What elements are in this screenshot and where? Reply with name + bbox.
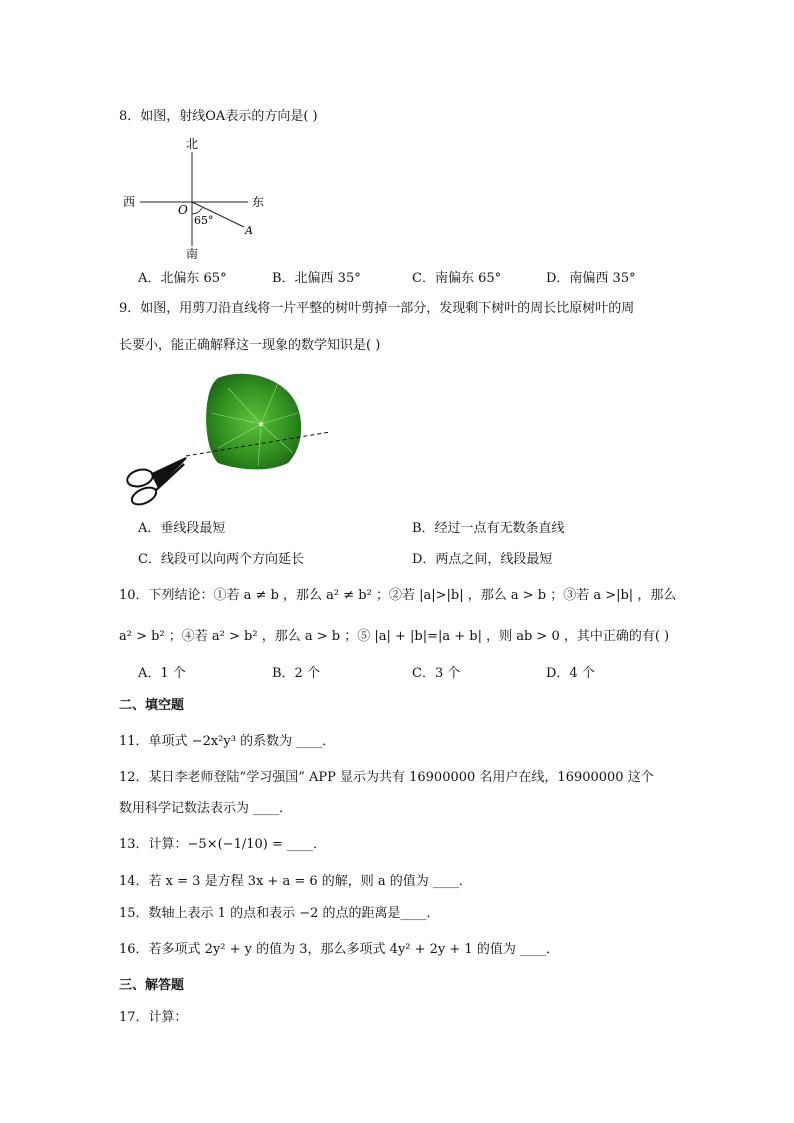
south-label: 南 [186, 247, 199, 261]
q10-option-d: D．4 个 [546, 666, 595, 681]
q9-option-b: B．经过一点有无数条直线 [412, 521, 565, 536]
q10-stem-line2: a² > b² ；④若 a² > b² ，那么 a > b ；⑤ |a| + |b|=|a + b| ，则 ab > 0 ，其中正确的有( ) [119, 629, 670, 644]
q8-option-a: A．北偏东 65° [138, 271, 227, 286]
section-answer: 三、解答题 [119, 978, 185, 993]
scissors-icon [125, 458, 186, 508]
leaf-scissors-figure [118, 368, 338, 510]
q16-stem: 16．若多项式 2y² + y 的值为 3，那么多项式 4y² + 2y + 1 的值为 ____． [119, 942, 559, 957]
q8-option-d: D．南偏西 35° [546, 271, 636, 286]
q10-option-b: B．2 个 [272, 666, 320, 681]
q12-stem-line1: 12．某日李老师登陆“学习强国” APP 显示为共有 16900000 名用户在线，16900000 这个 [119, 770, 654, 785]
q8-option-c: C．南偏东 65° [412, 271, 502, 286]
angle-label: 65° [194, 214, 214, 227]
q9-option-d: D．两点之间，线段最短 [412, 552, 553, 567]
q8-option-b: B．北偏西 35° [272, 271, 361, 286]
west-label: 西 [123, 195, 136, 209]
q8-stem: 8．如图，射线OA表示的方向是( ) [119, 109, 318, 124]
q11-stem: 11．单项式 −2x²y³ 的系数为 ____． [119, 734, 336, 749]
section-fill-in: 二、填空题 [119, 698, 185, 713]
north-label: 北 [186, 137, 199, 151]
q9-stem-line2: 长要小，能正确解释这一现象的数学知识是( ) [119, 338, 381, 353]
q12-stem-line2: 数用科学记数法表示为 ____． [119, 801, 293, 816]
q10-option-c: C．3 个 [412, 666, 461, 681]
q9-option-c: C．线段可以向两个方向延长 [138, 552, 304, 567]
compass-figure [118, 134, 278, 262]
q13-stem: 13．计算：−5×(−1/10) = ____． [119, 837, 326, 852]
q10-option-a: A．1 个 [138, 666, 186, 681]
q10-stem-line1: 10．下列结论：①若 a ≠ b ，那么 a² ≠ b² ；②若 |a|>|b| ，那么 a > b ；③若 a >|b| ，那么 [119, 588, 677, 603]
q9-stem-line1: 9．如图，用剪刀沿直线将一片平整的树叶剪掉一部分，发现剩下树叶的周长比原树叶的周 [119, 301, 635, 316]
east-label: 东 [252, 195, 265, 209]
origin-label: O [178, 203, 188, 217]
q15-stem: 15．数轴上表示 1 的点和表示 −2 的点的距离是____． [119, 906, 440, 921]
q17-stem: 17．计算： [119, 1010, 188, 1025]
leaf-icon [206, 374, 301, 470]
q9-option-a: A．垂线段最短 [138, 521, 226, 536]
q14-stem: 14．若 x = 3 是方程 3x + a = 6 的解，则 a 的值为 ____． [119, 874, 472, 889]
point-a-label: A [245, 224, 253, 237]
